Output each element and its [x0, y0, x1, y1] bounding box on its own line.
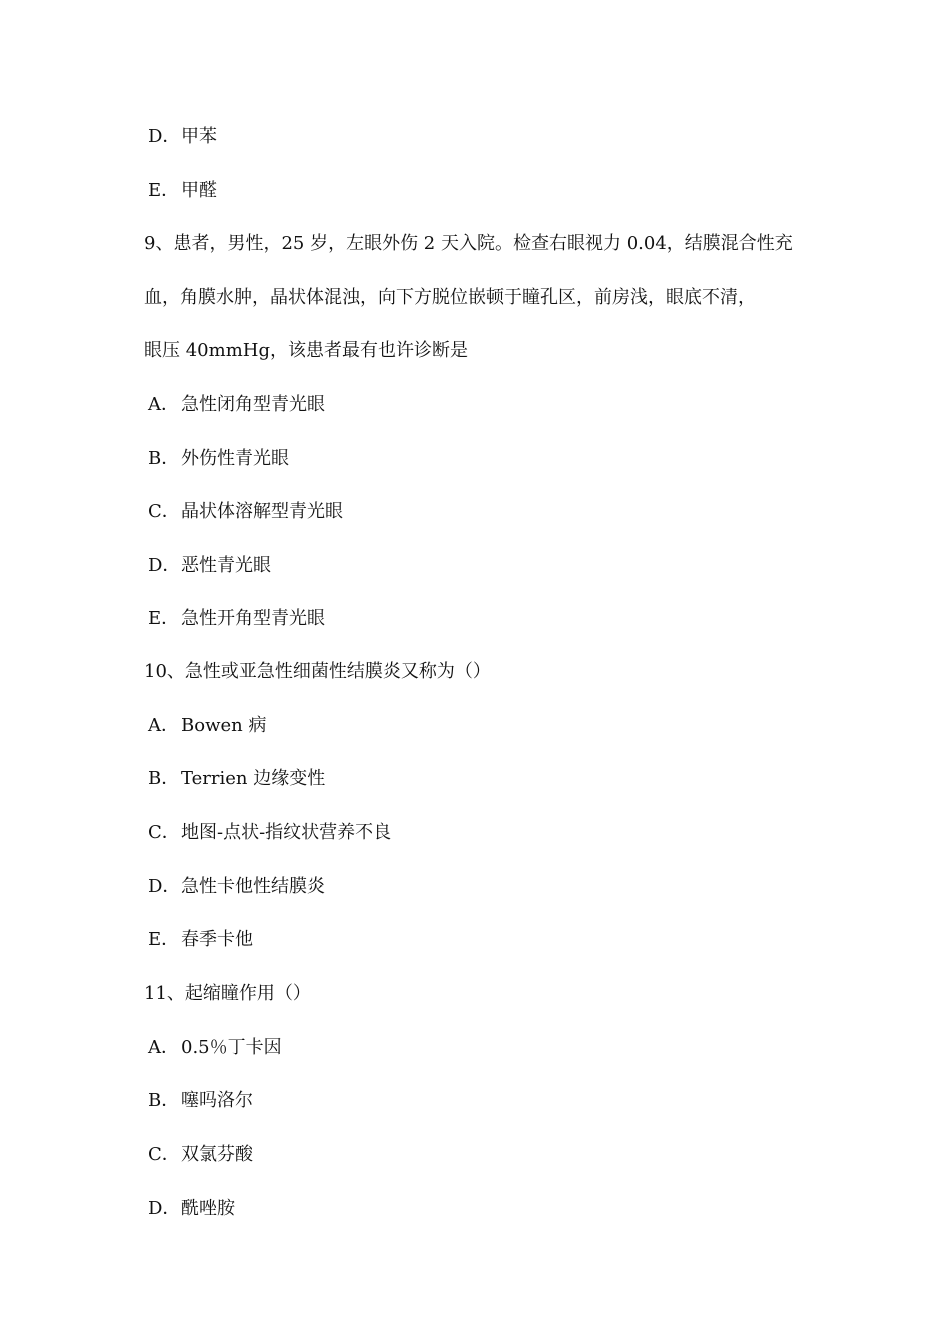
option-a — [148, 393, 325, 417]
option-text: 外伤性青光眼 — [181, 448, 289, 469]
option-letter: E． — [148, 608, 180, 629]
option-letter: B． — [148, 1090, 180, 1111]
option-d — [148, 125, 217, 149]
option-text: 地图-点状-指纹状营养不良 — [181, 822, 392, 843]
option-e — [148, 179, 217, 203]
option-a — [148, 1036, 282, 1060]
option-letter: D． — [148, 1198, 181, 1219]
option-d — [148, 1197, 235, 1221]
option-text: 急性闭角型青光眼 — [181, 394, 325, 415]
option-letter: B． — [148, 448, 180, 469]
option-d — [148, 875, 325, 899]
option-letter: B． — [148, 768, 180, 789]
option-c — [148, 821, 391, 845]
option-c — [148, 500, 343, 524]
option-text: 甲醛 — [181, 180, 217, 201]
option-letter: D． — [148, 555, 181, 576]
question-9-line-3: 眼压 40mmHg，该患者最有也许诊断是 — [144, 340, 468, 361]
option-text: 春季卡他 — [181, 929, 253, 950]
option-e — [148, 607, 325, 631]
option-d — [148, 554, 271, 578]
question-9-line-1: 9、患者，男性，25 岁，左眼外伤 2 天入院。检查右眼视力 0.04，结膜混合性充 — [144, 233, 793, 254]
option-text: 急性卡他性结膜炎 — [181, 876, 325, 897]
option-text: 恶性青光眼 — [181, 555, 271, 576]
question-9-line-2: 血，角膜水肿，晶状体混浊，向下方脱位嵌顿于瞳孔区，前房浅，眼底不清， — [144, 287, 756, 308]
question-11: 11、起缩瞳作用（） — [144, 983, 311, 1004]
option-letter: C． — [148, 1144, 180, 1165]
option-letter: D． — [148, 126, 181, 147]
option-letter: E． — [148, 180, 180, 201]
option-text: 酰唑胺 — [181, 1198, 235, 1219]
option-c — [148, 1143, 253, 1167]
option-letter: A． — [148, 1037, 179, 1058]
option-text: 晶状体溶解型青光眼 — [181, 501, 343, 522]
option-letter: C． — [148, 822, 180, 843]
option-letter: D． — [148, 876, 181, 897]
option-b — [148, 767, 325, 791]
option-letter: A． — [148, 715, 179, 736]
option-text: Bowen 病 — [181, 715, 267, 736]
option-text: 甲苯 — [181, 126, 217, 147]
option-text: 双氯芬酸 — [181, 1144, 253, 1165]
option-letter: C． — [148, 501, 180, 522]
option-text: 0.5％丁卡因 — [181, 1037, 282, 1058]
option-text: 急性开角型青光眼 — [181, 608, 325, 629]
option-b — [148, 1089, 253, 1113]
option-e — [148, 928, 253, 952]
option-a — [148, 714, 266, 738]
option-text: Terrien 边缘变性 — [181, 768, 326, 789]
option-letter: E． — [148, 929, 180, 950]
option-letter: A． — [148, 394, 179, 415]
option-b — [148, 447, 289, 471]
option-text: 噻吗洛尔 — [181, 1090, 253, 1111]
question-10: 10、急性或亚急性细菌性结膜炎又称为（） — [144, 661, 491, 682]
